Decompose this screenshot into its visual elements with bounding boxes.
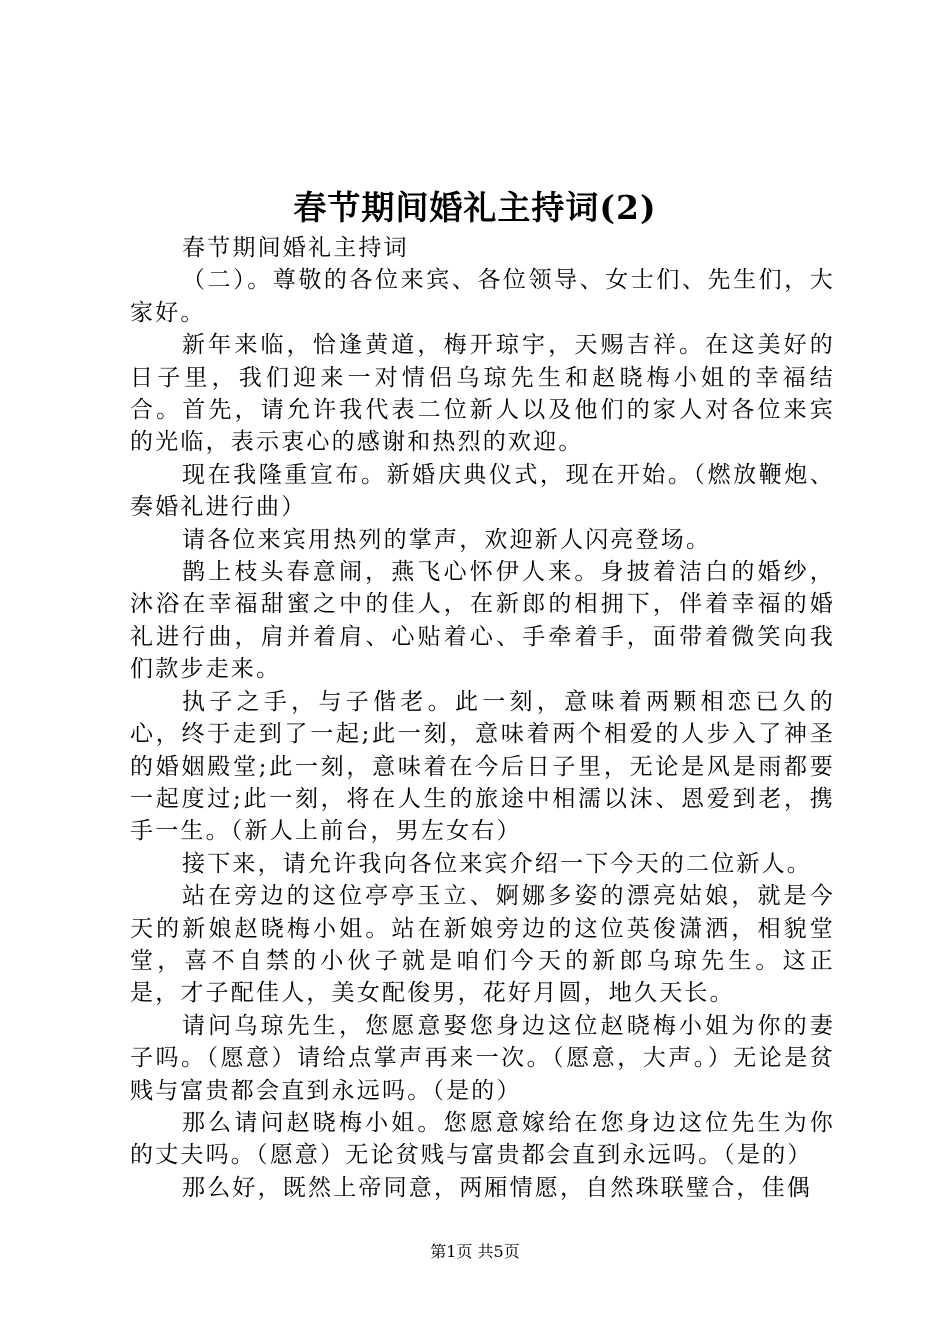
paragraph: 请各位来宾用热列的掌声，欢迎新人闪亮登场。: [182, 526, 712, 553]
paragraph: （二）。尊敬的各位来宾、各位领导、女士们、先生们，大家好。: [130, 267, 835, 326]
paragraph: 现在我隆重宣布。新婚庆典仪式，现在开始。（燃放鞭炮、奏婚礼进行曲）: [130, 461, 835, 521]
paragraph-subtitle: 春节期间婚礼主持词: [182, 235, 409, 261]
paragraph: 请问乌琼先生，您愿意娶您身边这位赵晓梅小姐为你的妻子吗。（愿意）请给点掌声再来一次。（愿意，大声。）无论是贫贱与富贵都会直到永远吗。（是的）: [130, 1012, 835, 1104]
paragraph: 鹊上枝头春意闹，燕飞心怀伊人来。身披着洁白的婚纱，沐浴在幸福甜蜜之中的佳人，在新郎的相拥下，伴着幸福的婚礼进行曲，肩并着肩、心贴着心、手牵着手，面带着微笑向我们款步走来。: [130, 559, 835, 683]
paragraph: 那么请问赵晓梅小姐。您愿意嫁给在您身边这位先生为你的丈夫吗。（愿意）无论贫贱与富贵都会直到永远吗。（是的）: [130, 1109, 835, 1169]
paragraph: 执子之手，与子偕老。此一刻，意味着两颗相恋已久的心，终于走到了一起;此一刻，意味着两个相爱的人步入了神圣的婚姻殿堂;此一刻，意味着在今后日子里，无论是风是雨都要一起度过;此一刻，将在人生的旅途中相濡以沫、恩爱到老，携手一生。（新人上前台，男左女右）: [130, 688, 835, 845]
document-title: 春节期间婚礼主持词(2): [293, 188, 657, 227]
paragraph: 新年来临，恰逢黄道，梅开琼宇，天赐吉祥。在这美好的日子里，我们迎来一对情侣乌琼先生和赵晓梅小姐的幸福结合。首先，请允许我代表二位新人以及他们的家人对各位来宾的光临，表示衷心的感谢和热烈的欢迎。: [130, 332, 835, 456]
document-body: [130, 232, 835, 1204]
paragraph: 站在旁边的这位亭亭玉立、婀娜多姿的漂亮姑娘，就是今天的新娘赵晓梅小姐。站在新娘旁边的这位英俊潇洒，相貌堂堂，喜不自禁的小伙子就是咱们今天的新郎乌琼先生。这正是，才子配佳人，美女配俊男，花好月圆，地久天长。: [130, 883, 835, 1007]
page-footer: 第1页 共5页: [430, 1242, 520, 1261]
paragraph: 那么好，既然上帝同意，两厢情愿，自然珠联璧合，佳偶: [182, 1174, 812, 1201]
paragraph: 接下来，请允许我向各位来宾介绍一下今天的二位新人。: [182, 850, 812, 877]
